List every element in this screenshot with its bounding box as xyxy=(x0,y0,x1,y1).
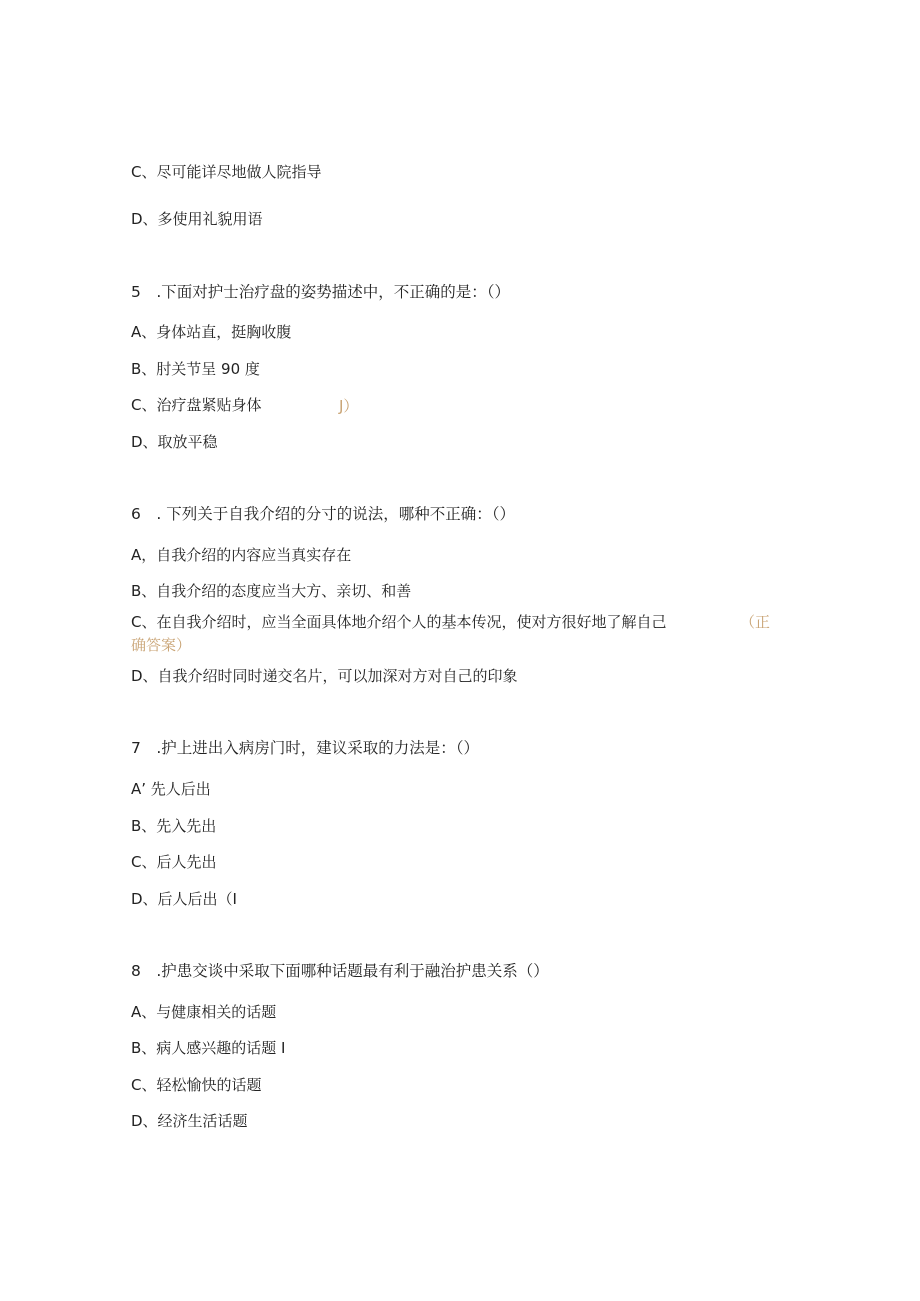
q4-option-c: C、尽可能详尽地做人院指导 xyxy=(131,163,322,181)
q5-option-d: D、取放平稳 xyxy=(131,433,218,451)
q6-answer-mark-part1: （正 xyxy=(740,613,771,631)
q5-stem: 5 .下面对护士治疗盘的姿势描述中，不正确的是：（） xyxy=(131,283,511,301)
q6-option-b: B、自我介绍的态度应当大方、亲切、和善 xyxy=(131,582,412,600)
q7-option-d: D、后人后出（I xyxy=(131,890,237,908)
q7-stem: 7 .护上进出入病房门时，建议采取的力法是：（） xyxy=(131,739,480,757)
q5-option-b: B、肘关节呈 90 度 xyxy=(131,360,260,378)
q7-option-a: A’ 先人后出 xyxy=(131,780,211,798)
q8-option-c: C、轻松愉快的话题 xyxy=(131,1076,262,1094)
q7-option-b: B、先入先出 xyxy=(131,817,217,835)
q6-answer-mark-part2: 确答案） xyxy=(131,636,192,654)
q5-option-a: A、身体站直，挺胸收腹 xyxy=(131,323,292,341)
q8-option-a: A、与健康相关的话题 xyxy=(131,1003,277,1021)
q8-stem: 8 .护患交谈中采取下面哪种话题最有利于融治护患关系（） xyxy=(131,962,549,980)
q6-option-a: A，自我介绍的内容应当真实存在 xyxy=(131,546,352,564)
q7-option-c: C、后人先出 xyxy=(131,853,217,871)
q4-option-d: D、多使用礼貌用语 xyxy=(131,210,263,228)
q8-option-b: B、病人感兴趣的话题 I xyxy=(131,1039,286,1057)
q6-option-d: D、自我介绍时同时递交名片，可以加深对方对自己的印象 xyxy=(131,667,518,685)
q6-option-c: C、在自我介绍时，应当全面具体地介绍个人的基本传况，使对方很好地了解自己 xyxy=(131,613,667,631)
q6-stem: 6 . 下列关于自我介绍的分寸的说法，哪种不正确：（） xyxy=(131,505,515,523)
q5-option-c: C、治疗盘紧贴身体 xyxy=(131,396,262,414)
q8-option-d: D、经济生活话题 xyxy=(131,1112,248,1130)
q5-answer-mark: J） xyxy=(339,397,359,415)
